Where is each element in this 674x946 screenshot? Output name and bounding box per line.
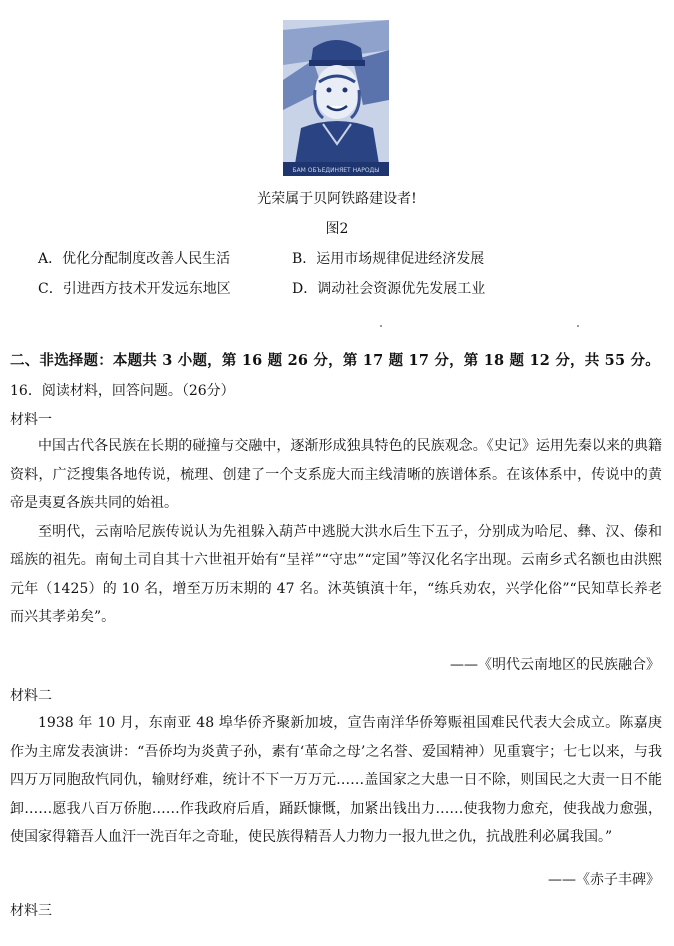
material-1-paragraph: 中国古代各民族在长期的碰撞与交融中，逐渐形成独具特色的民族观念。《史记》运用先秦以来的典籍资料，广泛搜集各地传说，梳理、创建了一个支系庞大而主线清晰的族谱体系。在该体系中，传说中的黄帝是夷夏各族共同的始祖。: [10, 438, 662, 511]
option-c: [38, 278, 231, 298]
option-letter: C．: [38, 281, 63, 297]
material-2-label: 材料二: [10, 688, 52, 704]
poster-banner-text: БАМ ОБЪЕДИНЯЕТ НАРОДЫ: [292, 167, 380, 174]
option-text: 优化分配制度改善人民生活: [62, 251, 231, 267]
option-text: 引进西方技术开发远东地区: [62, 281, 231, 297]
figure-label: 图2: [325, 221, 349, 237]
material-2-source: ——《赤子丰碑》: [548, 872, 660, 888]
stray-dot: [380, 325, 382, 327]
material-1-paragraph: 至明代，云南哈尼族传说认为先祖躲入葫芦中逃脱大洪水后生下五子，分别成为哈尼、彝、汉、傣和瑶族的祖先。南甸土司自其十六世祖开始有“呈祥”“守忠”“定国”等汉化名字出现。云南乡式名额也由洪熙元年（1425）的 10 名，增至万历末期的 47 名。沐英镇滇十年，“练兵劝农，兴学化俗”“民知草长养老而兴其孝弟矣”。: [10, 523, 662, 625]
material-3-label: 材料三: [10, 903, 52, 919]
option-b: [292, 248, 484, 268]
option-d: [292, 278, 485, 298]
option-letter: A．: [38, 251, 63, 267]
propaganda-poster-image: [283, 20, 389, 176]
option-letter: B．: [292, 251, 317, 267]
stray-dot: [577, 325, 579, 327]
material-1-body: [10, 432, 662, 632]
section-heading: 二、非选择题：本题共 3 小题，第 16 题 26 分，第 17 题 17 分，第 18 题 12 分，共 55 分。: [10, 352, 660, 369]
option-a: [38, 248, 230, 268]
option-letter: D．: [292, 281, 318, 297]
figure-caption: 光荣属于贝阿铁路建设者!: [257, 191, 417, 207]
question-title: 16．阅读材料，回答问题。（26分）: [10, 383, 235, 399]
material-2-paragraph: 1938 年 10 月，东南亚 48 埠华侨齐聚新加坡，宣告南洋华侨筹赈祖国难民代表大会成立。陈嘉庚作为主席发表演讲：“吾侨均为炎黄子孙，素有‘革命之母’之名誉、爱国精神）见重寰宇；七七以来，与我四万万同胞敌忾同仇，输财纾难，统计不下一万万元……盖国家之大患一日不除，则国民之大责一日不能卸……愿我八百万侨胞……作我政府后盾，踊跃慷慨，加紧出钱出力……使我物力愈充，使我战力愈强，使国家得籍吾人血汗一洗百年之奇耻，使民族得精吾人力物力一报九世之仇，抗战胜利必属我国。”: [10, 715, 662, 845]
material-1-source: ——《明代云南地区的民族融合》: [450, 657, 660, 673]
material-2-body: [10, 709, 662, 852]
option-text: 运用市场规律促进经济发展: [316, 251, 485, 267]
option-text: 调动社会资源优先发展工业: [317, 281, 486, 297]
material-1-label: 材料一: [10, 412, 52, 428]
